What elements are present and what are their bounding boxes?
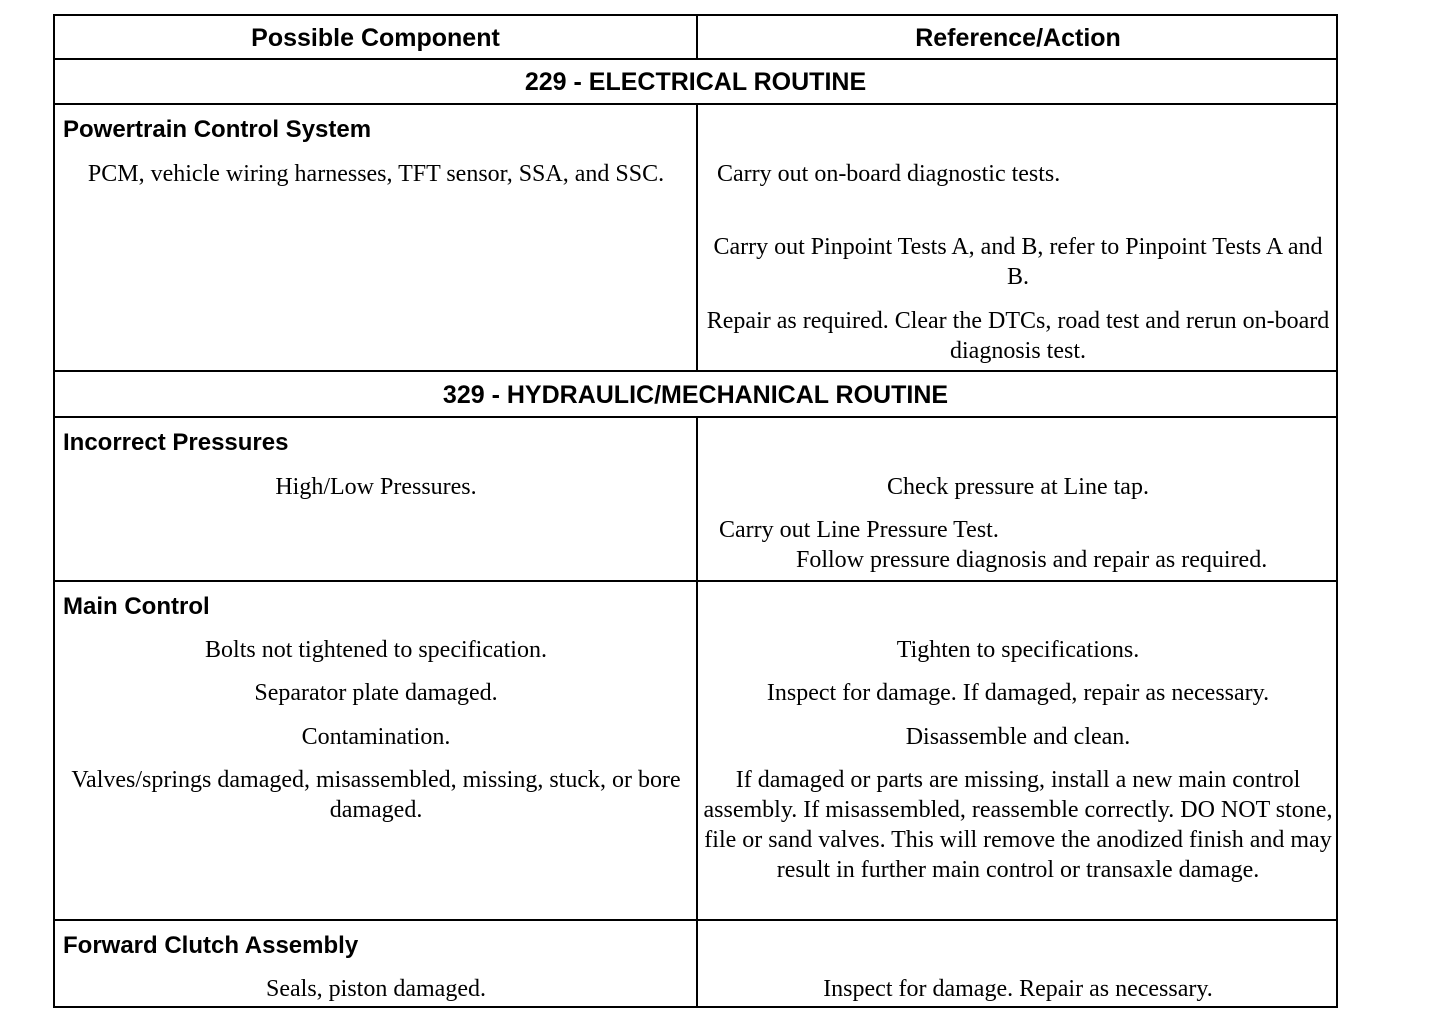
action-text: Carry out Line Pressure Test. bbox=[719, 517, 999, 543]
column-header-reference-action: Reference/Action bbox=[915, 24, 1121, 52]
section-band-hydraulic: 329 - HYDRAULIC/MECHANICAL ROUTINE bbox=[442, 381, 949, 409]
column-divider bbox=[696, 16, 698, 58]
action-text: Carry out Pinpoint Tests A, and B, refer to Pinpoint Tests A and B. bbox=[713, 234, 1323, 290]
group-title-powertrain: Powertrain Control System bbox=[63, 116, 372, 143]
diagnosis-table bbox=[53, 14, 1338, 1008]
component-text: Separator plate damaged. bbox=[254, 680, 498, 706]
component-text: High/Low Pressures. bbox=[275, 474, 477, 500]
group-title-forward-clutch: Forward Clutch Assembly bbox=[63, 932, 359, 959]
column-header-possible-component: Possible Component bbox=[251, 24, 500, 52]
component-text: Contamination. bbox=[301, 724, 451, 750]
action-text: Follow pressure diagnosis and repair as required. bbox=[796, 547, 1268, 573]
action-text: Repair as required. Clear the DTCs, road test and rerun on-board diagnosis test. bbox=[706, 308, 1330, 364]
component-text: PCM, vehicle wiring harnesses, TFT sensor, SSA, and SSC. bbox=[87, 161, 665, 187]
action-text: Tighten to specifications. bbox=[896, 637, 1140, 663]
component-text: Bolts not tightened to specification. bbox=[205, 637, 547, 663]
action-text: Check pressure at Line tap. bbox=[887, 474, 1149, 500]
group-title-main-control: Main Control bbox=[63, 593, 210, 620]
component-text: Valves/springs damaged, misassembled, missing, stuck, or bore damaged. bbox=[71, 767, 681, 823]
column-divider bbox=[696, 418, 698, 1008]
section-band-electrical: 229 - ELECTRICAL ROUTINE bbox=[524, 68, 867, 96]
action-text: Inspect for damage. Repair as necessary. bbox=[823, 976, 1213, 1002]
component-text: Seals, piston damaged. bbox=[266, 976, 486, 1002]
action-text: Carry out on-board diagnostic tests. bbox=[717, 161, 1061, 187]
action-text: Inspect for damage. If damaged, repair as necessary. bbox=[766, 680, 1270, 706]
group-title-incorrect-pressures: Incorrect Pressures bbox=[63, 429, 289, 456]
column-divider bbox=[696, 105, 698, 370]
action-text: Disassemble and clean. bbox=[905, 724, 1131, 750]
action-text: If damaged or parts are missing, install a new main control assembly. If misassembled, reassemble correctly. DO NOT stone, file or sand valves. This will remove the anodized finish and may result in further main control or transaxle damage. bbox=[703, 767, 1333, 883]
